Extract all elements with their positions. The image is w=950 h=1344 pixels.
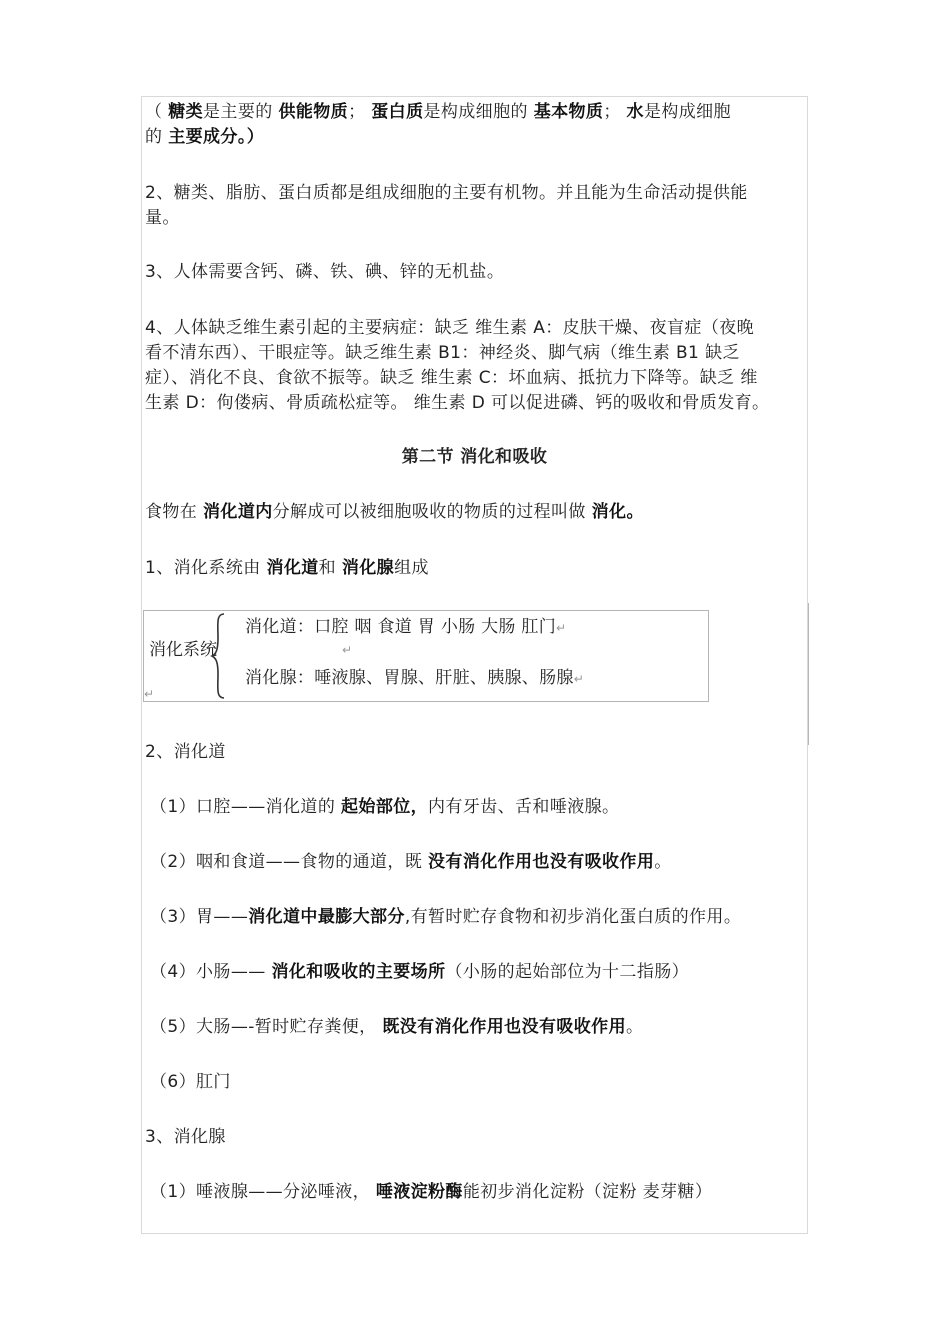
diagram-tract-row bbox=[245, 612, 566, 637]
tract-item-1 bbox=[150, 795, 814, 820]
text: （2）咽和食道——食物的通道，既 bbox=[150, 852, 423, 872]
section-title: 第二节 消化和吸收 bbox=[401, 447, 548, 467]
text: （小肠的起始部位为十二指肠） bbox=[445, 962, 690, 982]
digestive-system-diagram bbox=[143, 610, 709, 702]
tract-item-6: （6）肛门 bbox=[150, 1072, 231, 1092]
item-3: 3、人体需要含钙、磷、铁、碘、锌的无机盐。 bbox=[145, 262, 505, 282]
bold-text: 既没有消化作用也没有吸收作用 bbox=[382, 1017, 626, 1037]
bold-text: 消化。 bbox=[591, 502, 644, 522]
text: 食物在 bbox=[145, 502, 198, 522]
text: 和 bbox=[318, 558, 337, 578]
text: （4）小肠—— bbox=[150, 962, 266, 982]
diagram-empty-row bbox=[342, 639, 352, 659]
text: （1）口腔——消化道的 bbox=[150, 797, 336, 817]
text: 。 bbox=[625, 1017, 644, 1037]
bold-text: 主要成分。） bbox=[168, 127, 265, 147]
point-2: 2、消化道 bbox=[145, 742, 226, 762]
text: 分解成可以被细胞吸收的物质的过程叫做 bbox=[272, 502, 586, 522]
text: 看不清东西）、干眼症等。缺乏维生素 B1：神经炎、脚气病（维生素 B1 缺乏 bbox=[145, 343, 740, 363]
paragraph-mark-icon: ↵ bbox=[573, 672, 585, 686]
item-2 bbox=[145, 181, 809, 231]
item-4 bbox=[145, 316, 809, 416]
curly-brace-icon bbox=[210, 612, 228, 700]
text: 症）、消化不良、食欲不振等。缺乏 维生素 C：坏血病、抵抗力下降等。缺乏 维 bbox=[145, 368, 758, 388]
text: ； bbox=[603, 102, 621, 122]
paragraph-mark-icon: ↵ bbox=[144, 687, 155, 701]
paragraph-mark-icon: ↵ bbox=[342, 643, 353, 657]
bold-text: 起始部位， bbox=[341, 797, 429, 817]
tract-item-3 bbox=[150, 905, 814, 930]
tract-item-4 bbox=[150, 960, 814, 985]
intro-paragraph bbox=[145, 100, 809, 150]
text: 是主要的 bbox=[203, 102, 273, 122]
text: 组成 bbox=[394, 558, 429, 578]
text: 的 bbox=[145, 127, 163, 147]
bold-text: 蛋白质 bbox=[371, 102, 424, 122]
text: 4、人体缺乏维生素引起的主要病症：缺乏 维生素 A：皮肤干燥、夜盲症（夜晚 bbox=[145, 318, 755, 338]
text: （5）大肠—-暂时贮存粪便， bbox=[150, 1017, 377, 1037]
text: ,有暂时贮存食物和初步消化蛋白质的作用。 bbox=[404, 907, 742, 927]
paragraph-mark-icon: ↵ bbox=[556, 621, 567, 635]
point-3: 3、消化腺 bbox=[145, 1127, 226, 1147]
text: 是构成细胞的 bbox=[423, 102, 528, 122]
bold-text: 消化和吸收的主要场所 bbox=[271, 962, 446, 982]
diagram-end-row bbox=[144, 683, 154, 703]
text: 生素 D：佝偻病、骨质疏松症等。 维生素 D 可以促进磷、钙的吸收和骨质发育。 bbox=[145, 393, 770, 413]
text: ； bbox=[348, 102, 366, 122]
bold-text: 消化道 bbox=[266, 558, 319, 578]
text: 内有牙齿、舌和唾液腺。 bbox=[428, 797, 620, 817]
bold-text: 糖类 bbox=[168, 102, 204, 122]
text: 。 bbox=[654, 852, 672, 872]
text: 能初步消化淀粉（淀粉 麦芽糖） bbox=[462, 1182, 713, 1202]
definition bbox=[145, 500, 809, 525]
text: （3）胃—— bbox=[150, 907, 249, 927]
bold-text: 供能物质 bbox=[278, 102, 349, 122]
text: （1）唾液腺——分泌唾液， bbox=[150, 1182, 371, 1202]
bold-text: 唾液淀粉酶 bbox=[375, 1182, 463, 1202]
text: 是构成细胞 bbox=[643, 102, 731, 122]
text: 1、消化系统由 bbox=[145, 558, 261, 578]
gland-item-1 bbox=[150, 1180, 814, 1205]
bold-text: 基本物质 bbox=[533, 102, 604, 122]
diagram-glands-text: 消化腺：唾液腺、胃腺、肝脏、胰腺、肠腺 bbox=[245, 668, 574, 688]
point-1 bbox=[145, 556, 809, 581]
bold-text: 消化道内 bbox=[203, 502, 273, 522]
text: （ bbox=[145, 102, 163, 122]
diagram-tract-text: 消化道：口腔 咽 食道 胃 小肠 大肠 肛门 bbox=[245, 617, 557, 637]
bold-text: 没有消化作用也没有吸收作用 bbox=[428, 852, 655, 872]
diagram-title: 消化系统 bbox=[149, 640, 217, 660]
bold-text: 消化道中最膨大部分 bbox=[248, 907, 405, 927]
bold-text: 水 bbox=[626, 102, 644, 122]
text: 量。 bbox=[145, 208, 180, 228]
right-edge-line bbox=[808, 603, 809, 745]
text: 2、糖类、脂肪、蛋白质都是组成细胞的主要有机物。并且能为生命活动提供能 bbox=[145, 183, 748, 203]
tract-item-2 bbox=[150, 850, 814, 875]
diagram-glands-row bbox=[245, 663, 584, 688]
bold-text: 消化腺 bbox=[341, 558, 395, 578]
tract-item-5 bbox=[150, 1015, 814, 1040]
